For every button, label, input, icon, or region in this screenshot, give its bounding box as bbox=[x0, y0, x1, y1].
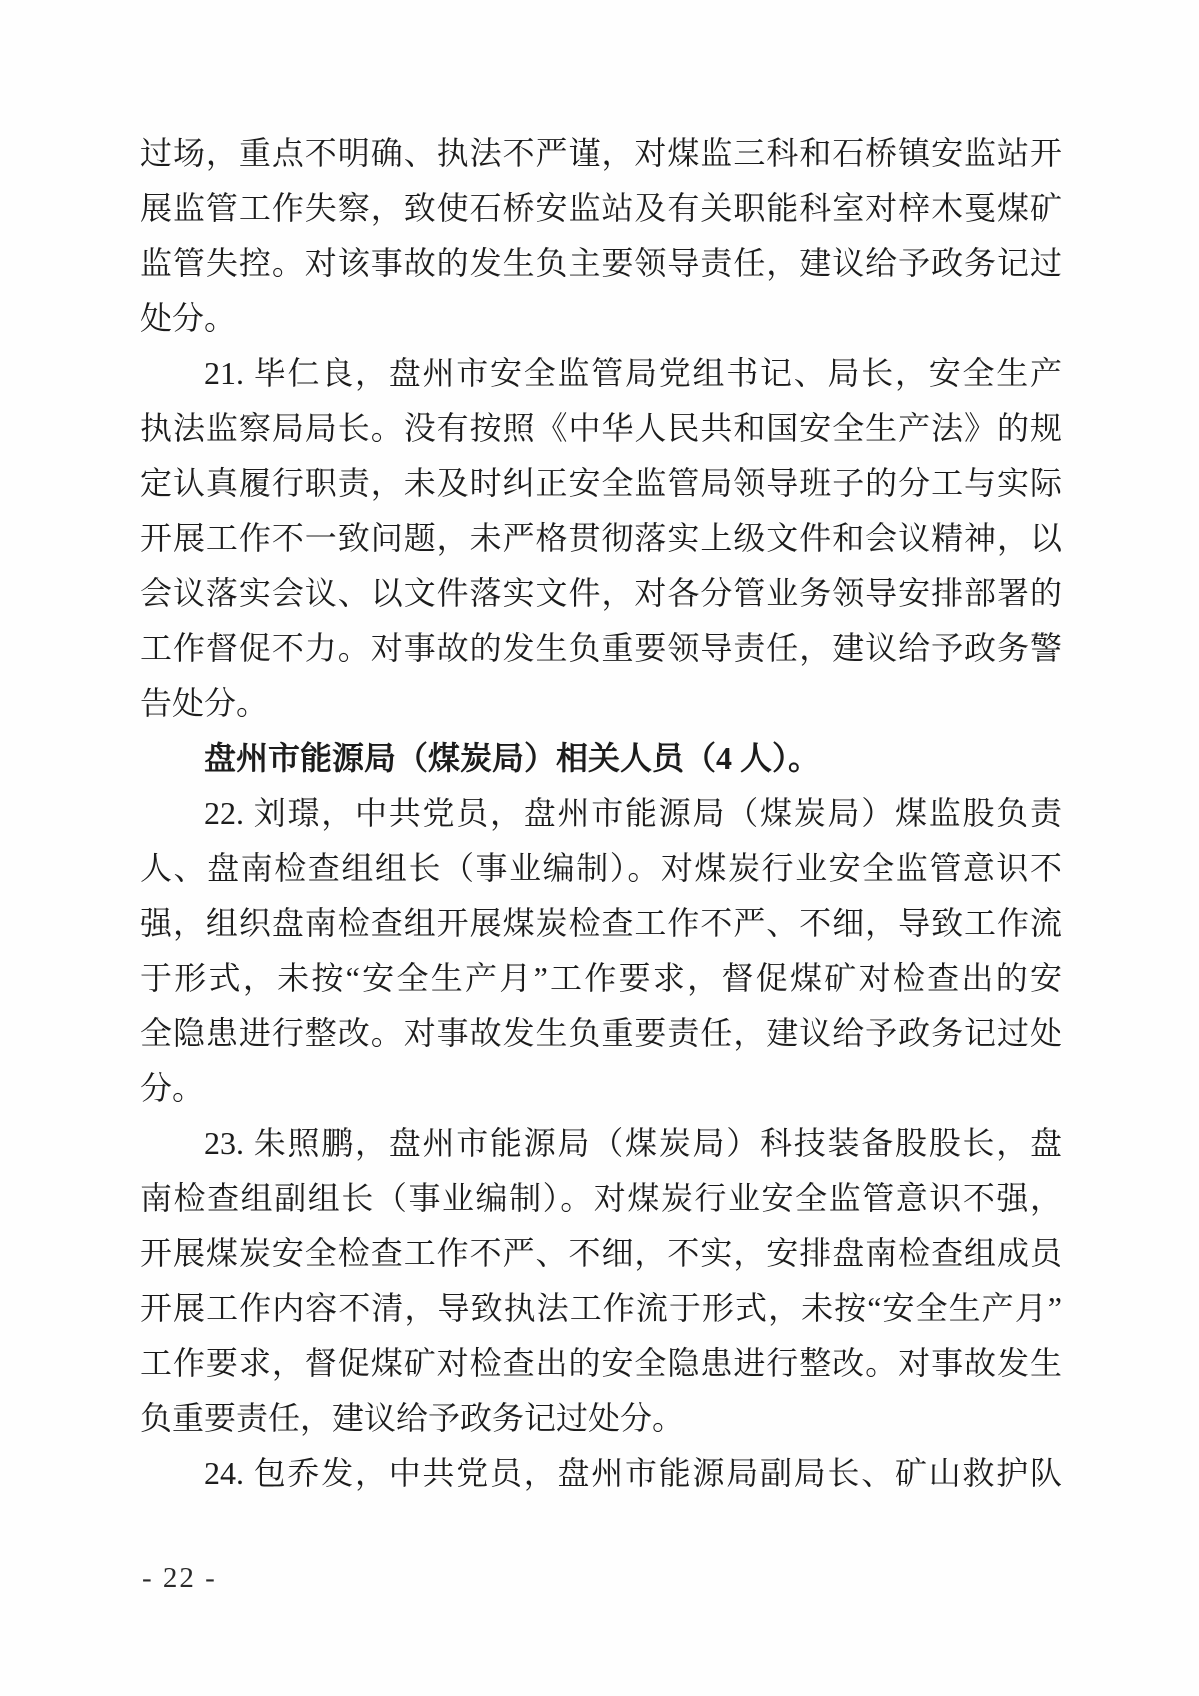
text-line: 开展工作内容不清，导致执法工作流于形式，未按“安全生产月” bbox=[140, 1290, 1062, 1326]
text-line: 工作要求，督促煤矿对检查出的安全隐患进行整改。对事故发生 bbox=[140, 1345, 1062, 1381]
section-heading: 盘州市能源局（煤炭局）相关人员（4 人）。 bbox=[204, 740, 821, 776]
text-line: 告处分。 bbox=[140, 685, 269, 721]
text-line: 工作督促不力。对事故的发生负重要领导责任，建议给予政务警 bbox=[140, 630, 1062, 666]
text-line: 强，组织盘南检查组开展煤炭检查工作不严、不细，导致工作流 bbox=[140, 905, 1062, 941]
text-line: 处分。 bbox=[140, 300, 237, 336]
text-line: 定认真履行职责，未及时纠正安全监管局领导班子的分工与实际 bbox=[140, 465, 1062, 501]
text-line: 分。 bbox=[140, 1070, 205, 1106]
text-line: 开展工作不一致问题，未严格贯彻落实上级文件和会议精神，以 bbox=[140, 520, 1062, 556]
document-body bbox=[140, 126, 1062, 1501]
text-line: 监管失控。对该事故的发生负主要领导责任，建议给予政务记过 bbox=[140, 245, 1062, 281]
text-line: 于形式，未按“安全生产月”工作要求，督促煤矿对检查出的安 bbox=[140, 960, 1062, 996]
text-line: 负重要责任，建议给予政务记过处分。 bbox=[140, 1400, 685, 1436]
text-line: 过场，重点不明确、执法不严谨，对煤监三科和石桥镇安监站开 bbox=[140, 135, 1062, 171]
text-line: 24. 包乔发，中共党员，盘州市能源局副局长、矿山救护队 bbox=[204, 1455, 1062, 1491]
text-line: 21. 毕仁良，盘州市安全监管局党组书记、局长，安全生产 bbox=[204, 355, 1062, 391]
text-line: 全隐患进行整改。对事故发生负重要责任，建议给予政务记过处 bbox=[140, 1015, 1062, 1051]
text-line: 执法监察局局长。没有按照《中华人民共和国安全生产法》的规 bbox=[140, 410, 1062, 446]
text-line: 人、盘南检查组组长（事业编制）。对煤炭行业安全监管意识不 bbox=[140, 850, 1062, 886]
text-line: 展监管工作失察，致使石桥安监站及有关职能科室对梓木戛煤矿 bbox=[140, 190, 1062, 226]
text-line: 南检查组副组长（事业编制）。对煤炭行业安全监管意识不强， bbox=[140, 1180, 1062, 1216]
text-line: 开展煤炭安全检查工作不严、不细，不实，安排盘南检查组成员 bbox=[140, 1235, 1062, 1271]
text-line: 23. 朱照鹏，盘州市能源局（煤炭局）科技装备股股长，盘 bbox=[204, 1125, 1062, 1161]
text-line: 22. 刘璟，中共党员，盘州市能源局（煤炭局）煤监股负责 bbox=[204, 795, 1062, 831]
text-line: 会议落实会议、以文件落实文件，对各分管业务领导安排部署的 bbox=[140, 575, 1062, 611]
page-number: - 22 - bbox=[142, 1562, 217, 1594]
